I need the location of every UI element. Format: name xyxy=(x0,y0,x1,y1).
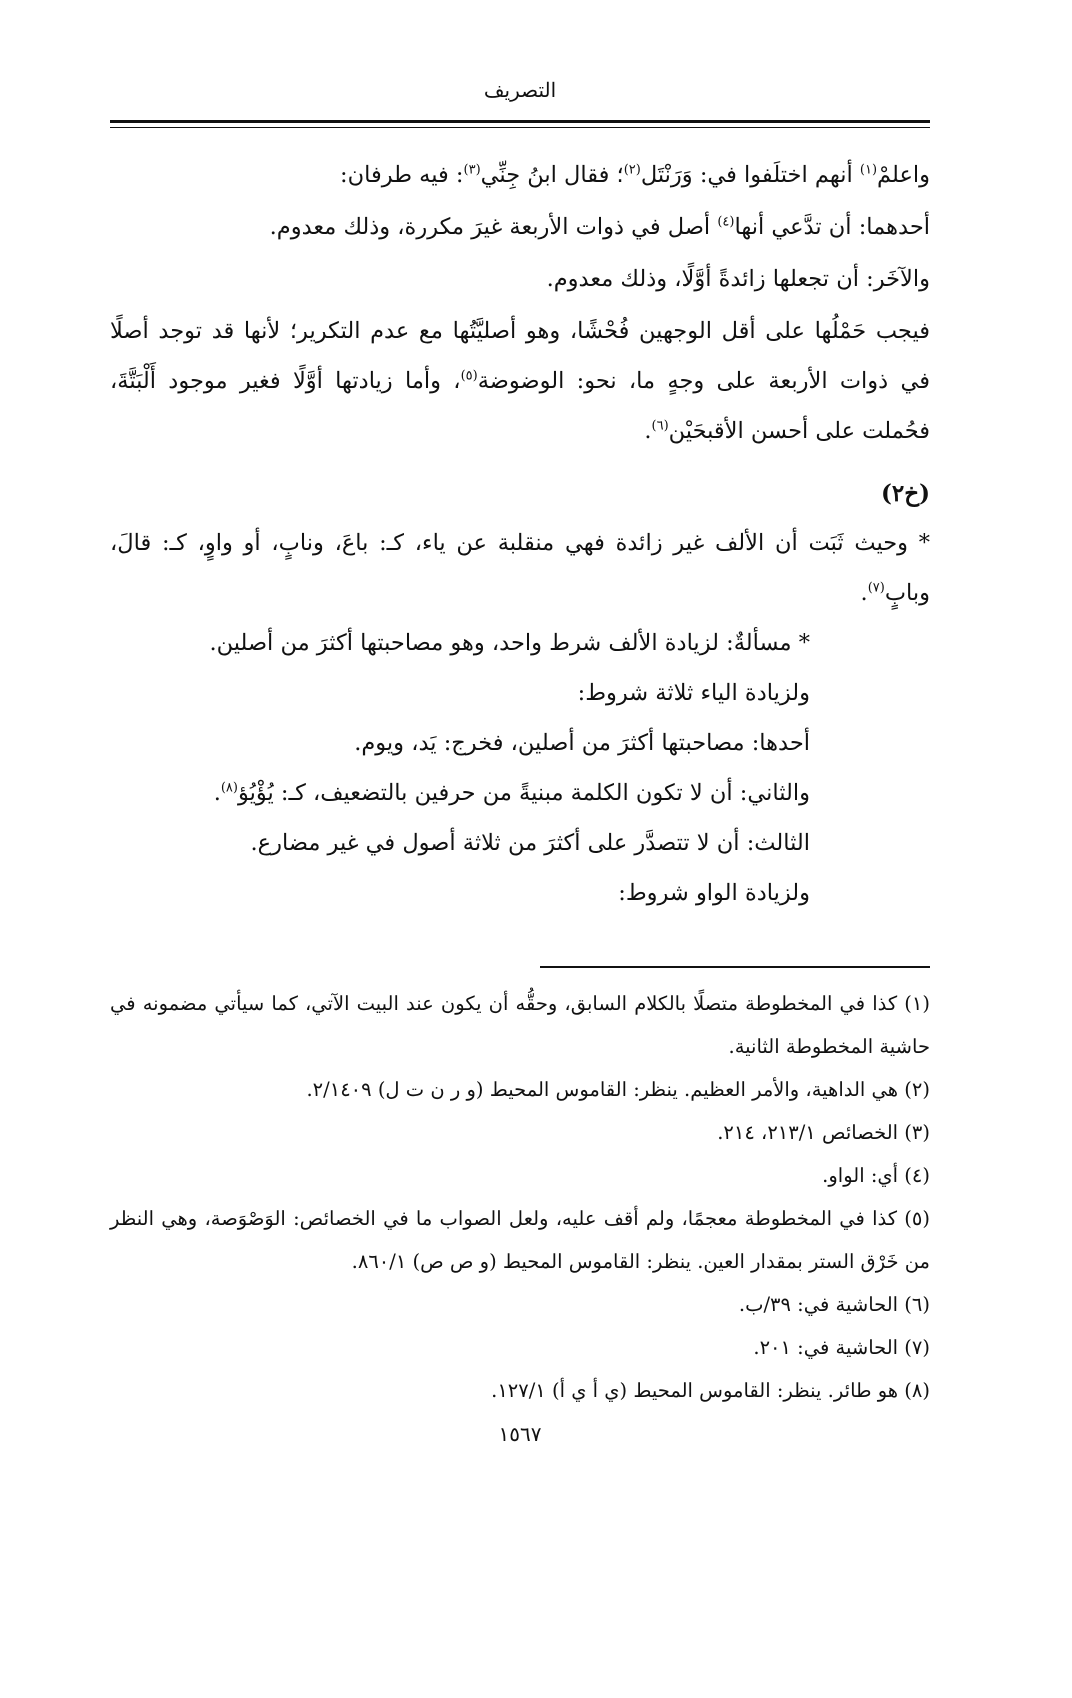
text-segment: : فيه طرفان: xyxy=(339,162,464,188)
footnote-ref-3: (٣) xyxy=(463,162,481,178)
text-segment: أحدهما: أن تدَّعي أنها xyxy=(734,214,930,240)
text-segment: ، وأما زيادتها أوَّلًا فغير موجود أَلْبَتَّةَ، فحُملت على أحسن الأقبحَيْن xyxy=(110,368,930,444)
text-line-3: والآخَر: أن تجعلها زائدةً أوَّلًا، وذلك معدوم. xyxy=(546,266,930,292)
text-segment: واعلمْ xyxy=(877,162,930,188)
footnote-3: (٣) الخصائص ٢١٣/١، ٢١٤. xyxy=(717,1121,930,1144)
footnote-5: (٥) كذا في المخطوطة معجمًا، ولم أقف عليه، ولعل الصواب ما في الخصائص: الوَصْوَصة، وهي النظر من خَرْق الستر بمقدار العين. ينظر: القاموس المحيط (و ص ص) ٨٦٠/١. xyxy=(110,1207,930,1273)
text-segment: فيجب حَمْلُها على أقل الوجهين فُحْشًا، وهو أصليَّتُها مع عدم التكرير؛ لأنها قد توجد أصلًا في ذوات الأربعة على وجهٍ ما، نحو: الوضوضة xyxy=(110,318,930,394)
footnote-4: (٤) أي: الواو. xyxy=(822,1164,930,1187)
footnote-ref-6: (٦) xyxy=(651,418,669,434)
text-segment: . xyxy=(644,418,652,444)
text-segment: والثاني: أن لا تكون الكلمة مبنيةً من حرفين بالتضعيف، كـ: يُؤْيُؤ xyxy=(237,780,810,806)
footnote-ref-4: (٤) xyxy=(717,214,735,230)
text-segment: * وحيث ثَبَت أن الألف غير زائدة فهي منقلبة عن ياء، كـ: باعَ، ونابٍ، أو واوٍ، كـ: قالَ، وبابٍ xyxy=(110,530,930,606)
text-segment: ؛ فقال ابنُ جِنِّي xyxy=(480,162,624,188)
text-line-item-2: ولزيادة الياء ثلاثة شروط: xyxy=(577,680,810,706)
paragraph xyxy=(110,306,930,456)
text-line-item-4 xyxy=(110,768,930,818)
footnote-ref-5: (٥) xyxy=(460,368,478,384)
text-line-item-1: * مسألةٌ: لزيادة الألف شرط واحد، وهو مصاحبتها أكثرَ من أصلين. xyxy=(209,630,810,656)
text-line-item-3: أحدها: مصاحبتها أكثرَ من أصلين، فخرج: يَد، ويوم. xyxy=(354,730,810,756)
text-segment: . xyxy=(213,780,221,806)
page-number: ١٥٦٧ xyxy=(498,1422,542,1446)
footnote-2: (٢) هي الداهية، والأمر العظيم. ينظر: القاموس المحيط (و ر ن ت ل) ٢/١٤٠٩. xyxy=(306,1078,930,1101)
text-line-2 xyxy=(110,202,930,252)
text-line-item-6: ولزيادة الواو شروط: xyxy=(618,880,810,906)
text-line-1 xyxy=(110,150,930,200)
footnotes xyxy=(110,982,930,1412)
header-rule-thin xyxy=(110,127,930,128)
footnote-ref-8: (٨) xyxy=(220,780,238,796)
footnote-ref-7: (٧) xyxy=(867,580,885,596)
text-segment: . xyxy=(860,580,868,606)
section-heading: (خ٢) xyxy=(881,480,930,507)
text-segment: أصل في ذوات الأربعة غيرَ مكررة، وذلك معدوم. xyxy=(269,214,718,240)
book-page xyxy=(110,70,930,1670)
header-rule-thick xyxy=(110,120,930,123)
running-header: التصريف xyxy=(483,78,557,102)
text-segment: أنهم اختلَفوا في: وَرَنْتَل xyxy=(640,162,860,188)
footnote-separator xyxy=(540,966,930,968)
main-text xyxy=(110,150,930,918)
footnote-6: (٦) الحاشية في: ٣٩/ب. xyxy=(738,1293,930,1316)
footnote-7: (٧) الحاشية في: ٢٠١. xyxy=(753,1336,930,1359)
text-line-item-5: الثالث: أن لا تتصدَّر على أكثرَ من ثلاثة أصول في غير مضارع. xyxy=(250,830,810,856)
footnote-ref-2: (٢) xyxy=(623,162,641,178)
paragraph-star xyxy=(110,518,930,618)
footnote-ref-1: (١) xyxy=(859,162,878,178)
footnote-1: (١) كذا في المخطوطة متصلًا بالكلام السابق، وحقُّه أن يكون عند البيت الآتي، كما سيأتي مضمونه في حاشية المخطوطة الثانية. xyxy=(110,992,930,1058)
footnote-8: (٨) هو طائر. ينظر: القاموس المحيط (ي أ ي أ) ١٢٧/١. xyxy=(491,1379,930,1402)
